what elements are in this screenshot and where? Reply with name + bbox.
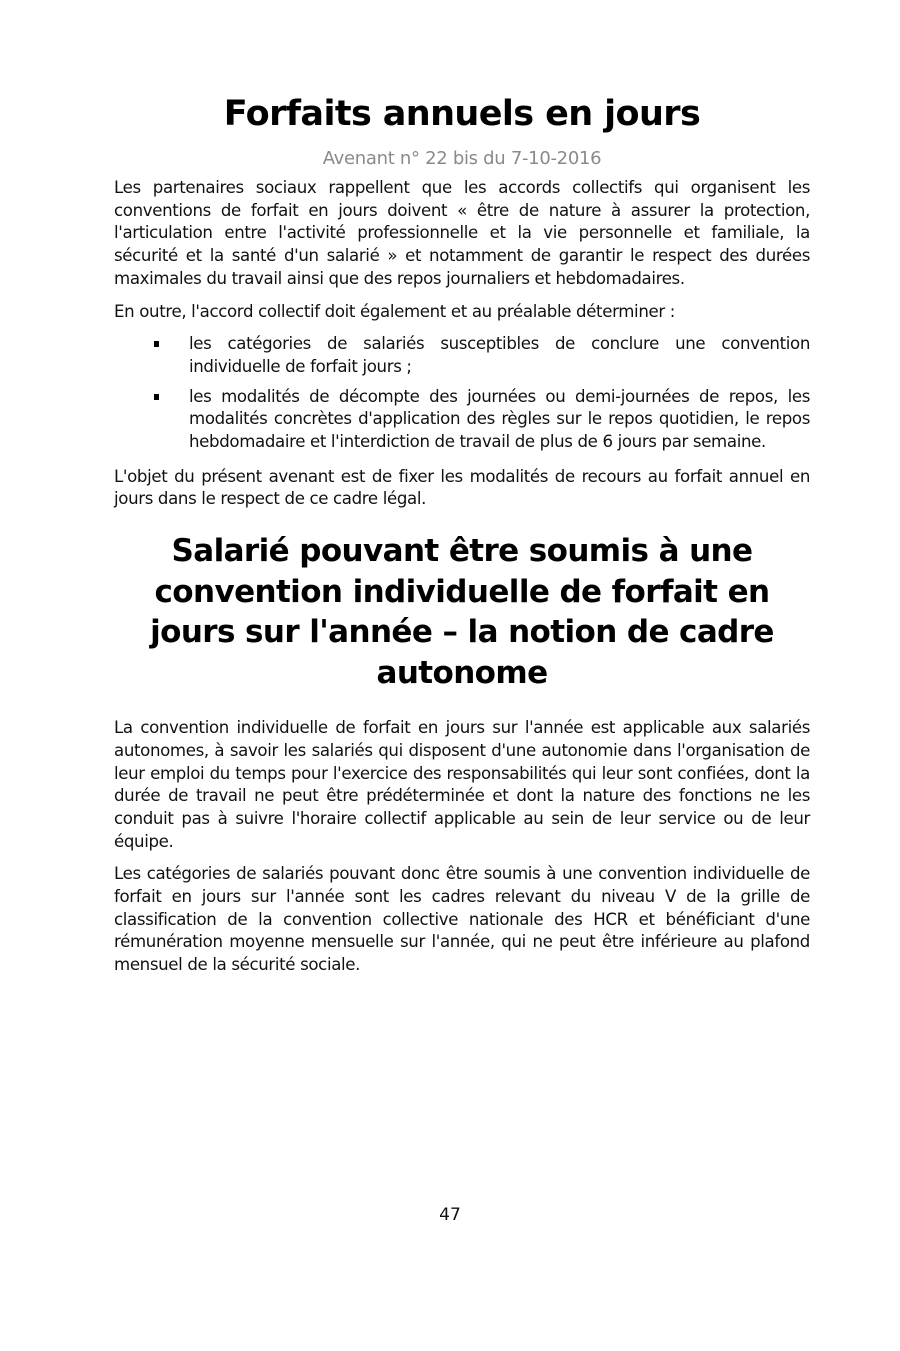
bullet-list bbox=[114, 333, 810, 454]
section-paragraph: Les catégories de salariés pouvant donc être soumis à une convention individuelle de forfait en jours sur l'année sont les cadres relevant du niveau V de la grille de classification de la convention collective nationale des HCR et bénéficiant d'une rémunération moyenne mensuelle sur l'année, qui ne peut être inférieure au plafond mensuel de la sécurité sociale. bbox=[114, 864, 810, 975]
section-heading: Salarié pouvant être soumis à une convention individuelle de forfait en jours sur l'année – la notion de cadre autonome bbox=[150, 533, 774, 691]
intro-paragraph: Les partenaires sociaux rappellent que les accords collectifs qui organisent les conventions de forfait en jours doivent « être de nature à assurer la protection, l'articulation entre l'activité professionnelle et la vie personnelle et familiale, la sécurité et la santé d'un salarié » et notamment de garantir le respect des durées maximales du travail ainsi que des repos journaliers et hebdomadaires. bbox=[114, 178, 810, 288]
intro-paragraph: En outre, l'accord collectif doit également et au préalable déterminer : bbox=[114, 301, 675, 321]
page-content bbox=[114, 88, 810, 987]
page-subtitle: Avenant n° 22 bis du 7-10-2016 bbox=[322, 148, 602, 169]
page-title: Forfaits annuels en jours bbox=[223, 94, 701, 134]
square-bullet-icon bbox=[154, 341, 159, 347]
bullet-text: les catégories de salariés susceptibles de conclure une convention individuelle de forfait jours ; bbox=[189, 334, 810, 376]
bullet-list-item bbox=[114, 333, 810, 378]
closing-paragraph: L'objet du présent avenant est de fixer les modalités de recours au forfait annuel en jours dans le respect de ce cadre légal. bbox=[114, 466, 810, 509]
bullet-list-item bbox=[114, 386, 810, 454]
square-bullet-icon bbox=[154, 394, 159, 400]
section-paragraph: La convention individuelle de forfait en jours sur l'année est applicable aux salariés autonomes, à savoir les salariés qui disposent d'une autonomie dans l'organisation de leur emploi du temps pour l'exercice des responsabilités qui leur sont confiées, dont la durée de travail ne peut être prédéterminée et dont la nature des fonctions ne les conduit pas à suivre l'horaire collectif applicable au sein de leur service ou de leur équipe. bbox=[114, 718, 810, 851]
bullet-text: les modalités de décompte des journées ou demi-journées de repos, les modalités concrètes d'application des règles sur le repos quotidien, le repos hebdomadaire et l'interdiction de travail de plus de 6 jours par semaine. bbox=[189, 386, 810, 452]
page-number: 47 bbox=[439, 1205, 461, 1225]
